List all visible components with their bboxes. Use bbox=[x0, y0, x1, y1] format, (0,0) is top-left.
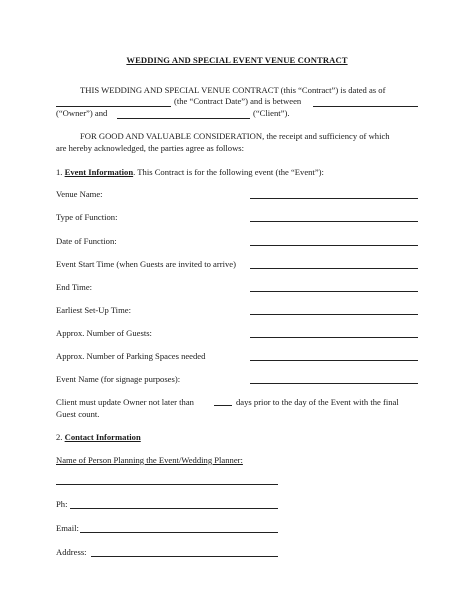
section-1-number: 1. bbox=[56, 167, 63, 177]
field-label-guest-count: Approx. Number of Guests: bbox=[56, 328, 152, 338]
field-label-end-time: End Time: bbox=[56, 282, 93, 292]
planner-label: Name of Person Planning the Event/Wedding Planner: bbox=[56, 455, 243, 465]
address-label: Address: bbox=[56, 547, 87, 557]
section-1-title: Event Information bbox=[64, 167, 134, 177]
phone-field[interactable] bbox=[70, 508, 278, 509]
contract-date-field[interactable] bbox=[56, 106, 171, 107]
field-label-parking-spaces: Approx. Number of Parking Spaces needed bbox=[56, 351, 206, 361]
field-label-function-date: Date of Function: bbox=[56, 236, 117, 246]
parking-spaces-field[interactable] bbox=[250, 360, 418, 361]
owner-label: (“Owner”) and bbox=[56, 108, 108, 118]
function-date-field[interactable] bbox=[250, 245, 418, 246]
section-2-heading bbox=[56, 432, 141, 442]
notice-part-1: Client must update Owner not later than bbox=[56, 397, 194, 407]
field-label-start-time: Event Start Time (when Guests are invited to arrive) bbox=[56, 259, 236, 269]
email-field[interactable] bbox=[80, 532, 278, 533]
section-2-title: Contact Information bbox=[64, 432, 141, 442]
start-time-field[interactable] bbox=[250, 268, 418, 269]
setup-time-field[interactable] bbox=[250, 314, 418, 315]
event-name-field[interactable] bbox=[250, 383, 418, 384]
consideration-line-2: are hereby acknowledged, the parties agree as follows: bbox=[56, 143, 245, 153]
guest-count-field[interactable] bbox=[250, 337, 418, 338]
owner-name-field[interactable] bbox=[313, 106, 418, 107]
address-field[interactable] bbox=[91, 556, 278, 557]
client-label: (“Client”). bbox=[253, 108, 290, 118]
contract-date-label: (the “Contract Date”) and is between bbox=[174, 96, 302, 106]
phone-label: Ph: bbox=[56, 499, 68, 509]
intro-line-1: THIS WEDDING AND SPECIAL VENUE CONTRACT (this “Contract”) is dated as of bbox=[80, 85, 386, 95]
document-title: WEDDING AND SPECIAL EVENT VENUE CONTRACT bbox=[126, 55, 348, 65]
field-label-venue-name: Venue Name: bbox=[56, 189, 103, 199]
end-time-field[interactable] bbox=[250, 291, 418, 292]
client-name-field[interactable] bbox=[117, 118, 250, 119]
venue-name-field[interactable] bbox=[250, 198, 418, 199]
section-1-text: . This Contract is for the following event (the “Event”): bbox=[133, 167, 324, 177]
field-label-function-type: Type of Function: bbox=[56, 212, 118, 222]
notice-line-2: Guest count. bbox=[56, 409, 100, 419]
section-2-number: 2. bbox=[56, 432, 63, 442]
consideration-line-1: FOR GOOD AND VALUABLE CONSIDERATION, the receipt and sufficiency of which bbox=[80, 131, 390, 141]
notice-days-field[interactable] bbox=[214, 405, 232, 406]
planner-name-field[interactable] bbox=[56, 484, 278, 485]
function-type-field[interactable] bbox=[250, 221, 418, 222]
email-label: Email: bbox=[56, 523, 79, 533]
field-label-setup-time: Earliest Set-Up Time: bbox=[56, 305, 131, 315]
section-1-heading bbox=[56, 167, 324, 177]
notice-part-2: days prior to the day of the Event with the final bbox=[236, 397, 399, 407]
field-label-event-name: Event Name (for signage purposes): bbox=[56, 374, 181, 384]
